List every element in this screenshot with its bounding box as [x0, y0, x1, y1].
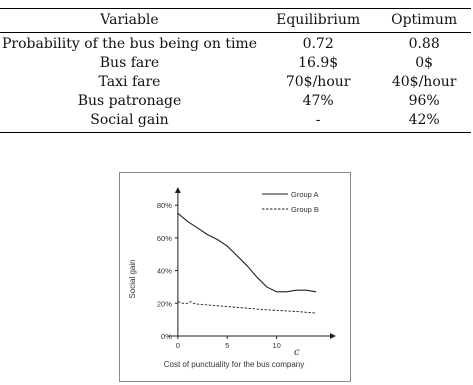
cell-optimum: 40$/hour [391, 74, 457, 90]
table-row [0, 111, 471, 133]
series-line-group-b [178, 302, 316, 313]
table-header-row [0, 9, 471, 33]
cell-variable: Bus patronage [77, 93, 182, 109]
cell-equilibrium: 0.72 [302, 36, 334, 52]
y-axis-arrow [175, 187, 181, 193]
chart-series [178, 213, 316, 313]
chart-ticks [157, 201, 281, 350]
header-variable: Variable [100, 12, 159, 28]
x-axis-arrow [330, 333, 336, 339]
cell-optimum: 42% [408, 112, 440, 128]
header-equilibrium: Equilibrium [276, 12, 361, 28]
legend-label: Group B [291, 205, 319, 214]
x-tick-label: 0 [175, 341, 180, 350]
social-gain-chart [120, 173, 350, 381]
x-tick-label: 5 [225, 341, 230, 350]
cell-optimum: 0$ [415, 55, 434, 71]
cell-optimum: 96% [408, 93, 440, 109]
legend-label: Group A [291, 190, 319, 199]
results-table-container [0, 8, 473, 133]
chart-legend [262, 190, 319, 214]
x-tick-label: 10 [272, 341, 281, 350]
cell-equilibrium: - [315, 112, 321, 128]
table-row [0, 54, 471, 73]
cell-equilibrium: 16.9$ [298, 55, 339, 71]
y-tick-label: 80% [156, 201, 172, 211]
x-axis-label: Cost of punctuality for the bus company [163, 360, 305, 369]
y-axis-label: Social gain [128, 259, 137, 299]
table-row [0, 33, 471, 55]
cell-equilibrium: 47% [302, 93, 334, 109]
results-table [0, 8, 471, 133]
cell-variable: Probability of the bus being on time [2, 36, 257, 52]
table-row [0, 92, 471, 111]
x-variable-label: c [294, 347, 300, 358]
cell-variable: Social gain [90, 112, 169, 128]
header-optimum: Optimum [391, 12, 458, 28]
y-tick-label: 20% [156, 299, 172, 309]
cell-variable: Taxi fare [98, 74, 161, 90]
cell-equilibrium: 70$/hour [285, 74, 351, 90]
cell-variable: Bus fare [99, 55, 160, 71]
table-row [0, 73, 471, 92]
social-gain-figure [119, 172, 351, 382]
cell-optimum: 0.88 [408, 36, 440, 52]
y-tick-label: 0% [161, 332, 172, 341]
y-tick-label: 40% [156, 266, 172, 276]
y-tick-label: 60% [156, 233, 172, 243]
series-line-group-a [178, 213, 316, 292]
